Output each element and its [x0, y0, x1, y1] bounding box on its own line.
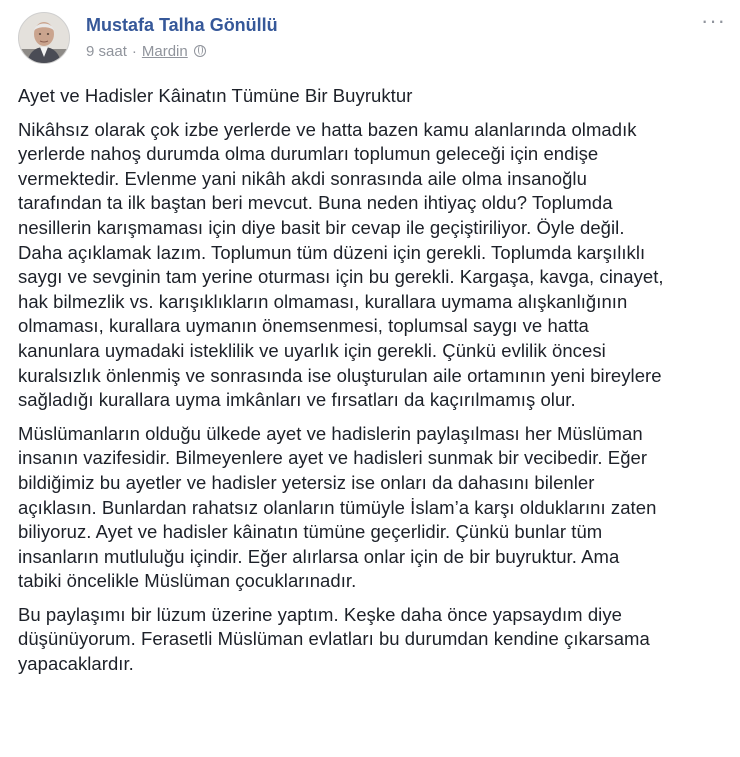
- post-time[interactable]: 9 saat: [86, 43, 127, 60]
- meta-separator: ·: [131, 43, 137, 60]
- post-paragraph-3: Bu paylaşımı bir lüzum üzerine yaptım. Keşke daha önce yapsaydım diye düşünüyorum. Ferasetli Müslüman evlatları bu durumdan kendine çıkarsama yapacaklardır.: [18, 603, 650, 675]
- post-body: [18, 84, 726, 677]
- post-paragraph-2: Müslümanların olduğu ülkede ayet ve hadislerin paylaşılması her Müslüman insanın vazifesidir. Bilmeyenlere ayet ve hadisleri sunmak bir vecibedir. Eğer bildiğimiz bu ayetler ve hadisler yetersiz ise onları da dahasını bilenler açıklasın. Bunlardan rahatsız olanların tümüyle İslam’a karşı olduklarını zaten biliyoruz. Ayet ve hadisler kâinatın tümüne geçerlidir. Çünkü bunlar tüm insanların mutluluğu içindir. Eğer alırlarsa onlar için de bir buyruktur. Ama tabiki öncelikle Müslüman çocuklarınadır.: [18, 422, 657, 592]
- globe-icon[interactable]: [194, 45, 206, 57]
- post-header: [18, 8, 726, 74]
- post-title: Ayet ve Hadisler Kâinatın Tümüne Bir Buyruktur: [18, 85, 413, 106]
- post-paragraph-1: Nikâhsız olarak çok izbe yerlerde ve hatta bazen kamu alanlarında olmadık yerlerde nahoş durumda olma durumları toplumun geleceği için endişe vermektedir. Evlenme yani nikâh akdi sonrasında aile olma insanoğlu tarafından ta ilk baştan beri mevcut. Buna neden ihtiyaç oldu? Toplumda nesillerin karışmaması için diye basit bir cevap ile geçiştiriliyor. Öyle değil. Daha açıklamak lazım. Toplumun tüm düzeni için gerekli. Toplumda karşılıklı saygı ve sevginin tam yerine oturması için bu gerekli. Kargaşa, kavga, cinayet, hak bilmezlik vs. karışıklıkların olmaması, kurallara uymama alışkanlığının olmaması, kurallara uymanın önemsenmesi, toplumsal saygı ve hatta kanunlara uymadaki isteklilik ve uyarlık için gerekli. Çünkü evlilik öncesi kuralsızlık önlenmiş ve sonrasında ise oluşturulan aile ortamının yeni bireylere sağladığı kurallara uyma imkânları ve fırsatları da kaçırılmamış olur.: [18, 118, 664, 411]
- post-subline: [86, 42, 278, 62]
- more-options-icon[interactable]: ···: [701, 8, 726, 33]
- author-name[interactable]: Mustafa Talha Gönüllü: [86, 15, 278, 35]
- location-link[interactable]: Mardin: [141, 43, 188, 60]
- avatar-image: [19, 13, 69, 63]
- post-meta: [86, 12, 278, 62]
- avatar[interactable]: [18, 12, 70, 64]
